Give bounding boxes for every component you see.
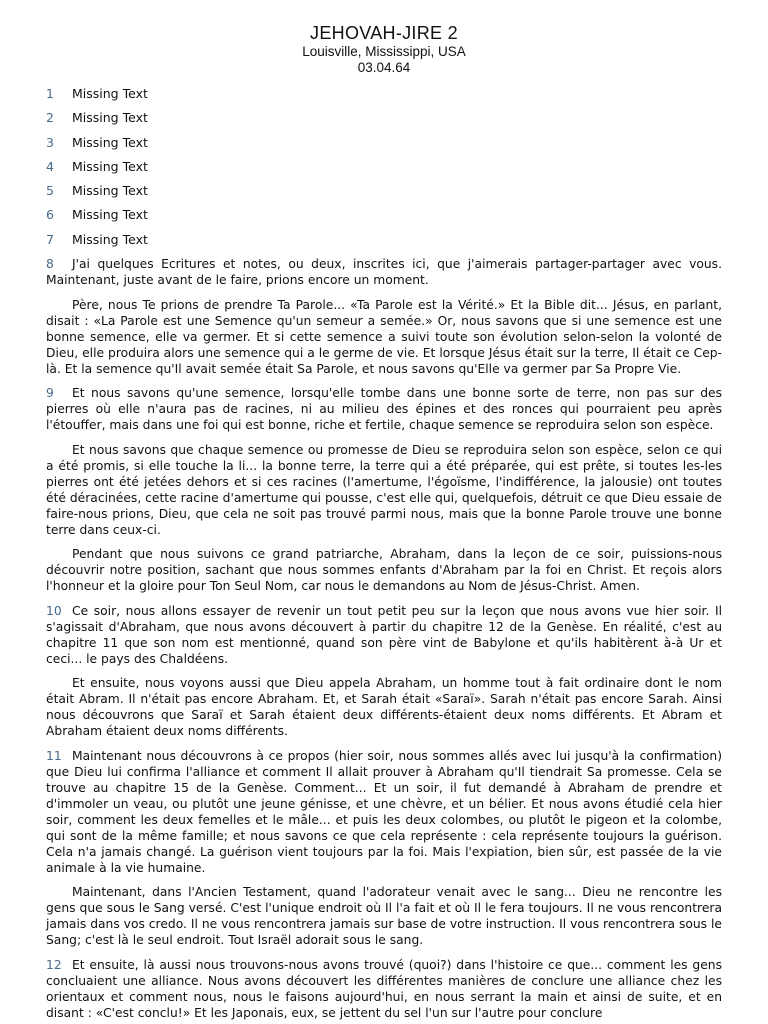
paragraph-number: 6 — [46, 207, 54, 223]
sermon-body — [46, 256, 722, 1021]
missing-line — [46, 135, 722, 151]
sermon-location: Louisville, Mississippi, USA — [302, 44, 466, 59]
missing-text: Missing Text — [72, 86, 148, 101]
paragraph-text: Et nous savons que chaque semence ou promesse de Dieu se reproduira selon son espèce, selon ce qui a été promis, si elle touche la li... la bonne terre, la terre qui a été préparée, qui est prête, si toutes les-les pierres ont été jetées dehors et si ces racines (l'amertume, l'égoïsme, l'indifférence, la jalousie) ont toutes été déracinées, cette racine d'amertume qui pousse, c'est elle qui, quelquefois, détruit ce que Dieu essaie de faire-nous prions, Dieu, que cela ne soit pas trouvé parmi nous, mais que la bonne Parole trouve une bonne terre dans ceux-ci. — [46, 442, 722, 537]
sermon-header — [46, 22, 722, 76]
sermon-title: JEHOVAH-JIRE 2 — [310, 23, 458, 43]
paragraph-number: 3 — [46, 134, 54, 150]
paragraph-number: 7 — [46, 231, 54, 247]
paragraph-continuation — [46, 675, 722, 739]
paragraph-text: Père, nous Te prions de prendre Ta Parole... «Ta Parole est la Vérité.» Et la Bible dit... Jésus, en parlant, disait : «La Parole est une Semence qu'un semeur a semée.» Or, nous savons que si une semence est une bonne semence, elle va germer. Et si cette semence a suivi toute son évolution selon-selon la volonté de Dieu, elle produira alors une semence qui a le germe de vie. Et lorsque Jésus était sur la terre, Il était ce Cep-là. Et la semence qu'Il avait semée était Sa Parole, et nous savons qu'Elle va germer par Sa Propre Vie. — [46, 297, 722, 376]
paragraph-continuation — [46, 546, 722, 594]
paragraph-number: 2 — [46, 110, 54, 126]
paragraph-number: 8 — [46, 257, 54, 272]
paragraph-text: Et ensuite, nous voyons aussi que Dieu appela Abraham, un homme tout à fait ordinaire dont le nom était Abram. Il n'était pas encore Abraham. Et, et Sarah était «Saraï». Sarah n'était pas encore Sarah. Ainsi nous découvrons que Saraï et Sarah étaient deux différents-étaient deux noms différents. Et Abram et Abraham étaient deux noms différents. — [46, 676, 722, 739]
paragraph-number: 9 — [46, 386, 54, 401]
missing-line — [46, 110, 722, 126]
paragraph-text: Et ensuite, là aussi nous trouvons-nous avons trouvé (quoi?) dans l'histoire ce que... comment les gens concluaient une alliance. Nous avons découvert les différentes manières de conclure une alliance chez les orientaux et comment nous, nous le faisons aujourd'hui, en nous serrant la main et ainsi de suite, et en disant : «C'est conclu!» Et les Japonais, eux, se jettent du sel l'un sur l'autre pour conclure — [46, 957, 722, 1020]
paragraph-9 — [46, 385, 722, 433]
paragraph-text: Maintenant nous découvrons à ce propos (hier soir, nous sommes allés avec lui jusqu'à la confirmation) que Dieu lui confirma l'alliance et comment Il allait prouver à Abraham qu'Il tiendrait Sa promesse. Cela se trouve au chapitre 15 de la Genèse. Comment... Et un soir, il fut demandé à Abraham de prendre et d'immoler un veau, ou plutôt une jeune génisse, et une chèvre, et un bélier. Et nous avons étudié cela hier soir, comment les deux femelles et le mâle... et puis les deux colombes, ou plutôt le pigeon et la colombe, qui sont de la même famille; et nous savons ce que cela représente : cela représente toujours la guérison. Cela n'a jamais changé. La guérison vient toujours par la foi. Mais l'expiation, bien sûr, est passée de la vie animale à la vie humaine. — [46, 748, 722, 875]
paragraph-11 — [46, 748, 722, 876]
missing-line — [46, 232, 722, 248]
missing-line — [46, 207, 722, 223]
paragraph-number: 1 — [46, 86, 54, 101]
paragraph-continuation — [46, 442, 722, 538]
paragraph-12 — [46, 957, 722, 1021]
paragraph-text: Et nous savons qu'une semence, lorsqu'elle tombe dans une bonne sorte de terre, non pas sur des pierres où elle n'aura pas de racines, ni au milieu des épines et des ronces qui pourraient peu après l'étouffer, mais dans une foi qui est bonne, riche et fertile, chaque semence se reproduira selon son espèce. — [46, 386, 722, 433]
paragraph-prayer — [46, 297, 722, 377]
missing-text: Missing Text — [72, 207, 148, 223]
paragraph-continuation — [46, 884, 722, 948]
missing-line — [46, 183, 722, 199]
paragraph-text: Ce soir, nous allons essayer de revenir un tout petit peu sur la leçon que nous avons vue hier soir. Il s'agissait d'Abraham, que nous avons découvert à partir du chapitre 12 de la Genèse. En réalité, c'est au chapitre 11 que son nom est mentionné, quand son père vint de Babylone et qu'ils habitèrent à-à Ur et ceci... le pays des Chaldéens. — [46, 603, 722, 666]
paragraph-number: 11 — [46, 748, 62, 763]
missing-text: Missing Text — [72, 134, 148, 150]
missing-line — [46, 159, 722, 175]
paragraph-10 — [46, 603, 722, 667]
missing-text: Missing Text — [72, 183, 148, 199]
paragraph-number: 10 — [46, 603, 62, 618]
paragraph-number: 12 — [46, 957, 62, 972]
missing-line — [46, 86, 722, 102]
missing-lines — [46, 86, 722, 248]
paragraph-number: 5 — [46, 183, 54, 199]
sermon-date: 03.04.64 — [357, 60, 411, 75]
paragraph-text: Maintenant, dans l'Ancien Testament, quand l'adorateur venait avec le sang... Dieu ne rencontre les gens que sous le Sang versé. C'est l'unique endroit où Il l'a fait et où Il le fera toujours. Il ne vous rencontrera jamais dans vos credo. Il ne vous rencontrera jamais sur base de votre instruction. Il vous rencontrera sous le Sang; c'est là le seul endroit. Tout Israël adorait sous le sang. — [46, 885, 722, 948]
missing-text: Missing Text — [72, 110, 148, 126]
paragraph-text: Pendant que nous suivons ce grand patriarche, Abraham, dans la leçon de ce soir, puissions-nous découvrir notre position, sachant que nous sommes enfants d'Abraham par la foi en Christ. Et reçois alors l'honneur et la gloire pour Ton Seul Nom, car nous le demandons au Nom de Jésus-Christ. Amen. — [46, 547, 722, 594]
paragraph-text: J'ai quelques Ecritures et notes, ou deux, inscrites ici, que j'aimerais partager-partager avec vous. Maintenant, juste avant de le faire, prions encore un moment. — [46, 257, 722, 288]
missing-text: Missing Text — [72, 158, 148, 174]
paragraph-8 — [46, 256, 722, 288]
paragraph-number: 4 — [46, 158, 54, 174]
missing-text: Missing Text — [72, 231, 148, 247]
